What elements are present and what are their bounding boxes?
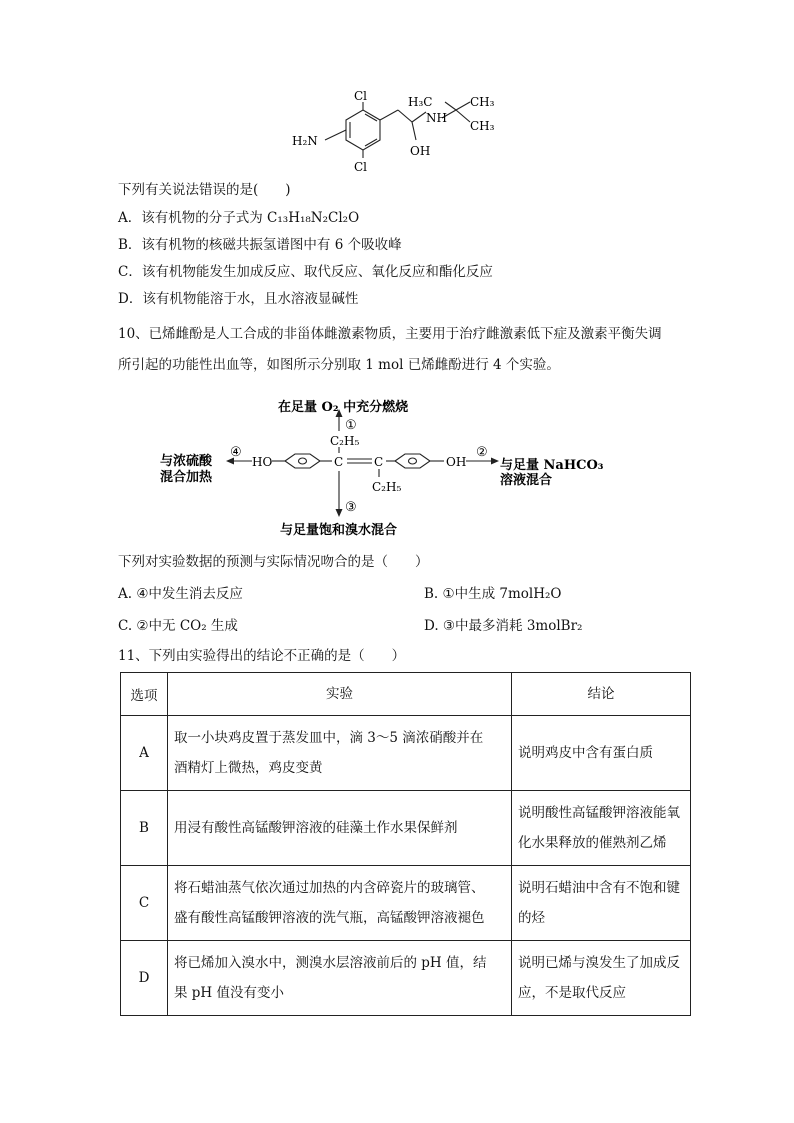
diagram-num-4: ④ — [230, 445, 242, 460]
molecule-structure-1 — [280, 90, 520, 175]
q10-option-b: B. ①中生成 7molH₂O — [424, 586, 562, 602]
diagram-c2h5-bottom: C₂H₅ — [372, 480, 402, 494]
mol1-ch3-top: CH₃ — [470, 95, 495, 109]
diagram-left-label-1: 与浓硫酸 — [160, 454, 213, 469]
diagram-c-right: C — [374, 455, 384, 469]
row-experiment — [168, 866, 512, 941]
conclusion-line: 应，不是取代反应 — [518, 985, 626, 1001]
conclusion-line: 说明石蜡油中含有不饱和键 — [518, 880, 680, 896]
row-option: D — [121, 941, 168, 1016]
q10-option-d: D. ③中最多消耗 3molBr₂ — [424, 618, 583, 634]
table-row — [121, 716, 691, 791]
q10-option-a: A. ④中发生消去反应 — [118, 586, 243, 602]
q10-option-c: C. ②中无 CO₂ 生成 — [118, 618, 238, 634]
row-option: A — [121, 716, 168, 791]
diagram-right-label-2: 溶液混合 — [500, 473, 553, 488]
conclusion-line: 说明酸性高锰酸钾溶液能氧 — [518, 805, 680, 821]
diagram-num-2: ② — [476, 445, 488, 460]
mol1-cl-top: Cl — [354, 90, 368, 103]
diagram-left-label-2: 混合加热 — [160, 470, 213, 485]
experiment-line: 酒精灯上微热，鸡皮变黄 — [174, 760, 323, 776]
mol1-nh: NH — [426, 111, 447, 125]
diagram-ho: HO — [252, 455, 273, 469]
diagram-num-3: ③ — [345, 500, 357, 515]
table-row — [121, 866, 691, 941]
q11-experiment-table — [120, 672, 691, 1016]
row-experiment — [168, 941, 512, 1016]
q11-stem: 11、下列由实验得出的结论不正确的是（ ） — [118, 648, 406, 664]
experiment-line: 将已烯加入溴水中，测溴水层溶液前后的 pH 值，结 — [174, 955, 487, 971]
header-option: 选项 — [121, 673, 168, 716]
mol1-h3c: H₃C — [408, 95, 433, 109]
experiment-line: 盛有酸性高锰酸钾溶液的洗气瓶，高锰酸钾溶液褪色 — [174, 910, 485, 926]
q10-stem-line2: 所引起的功能性出血等，如图所示分别取 1 mol 已烯雌酚进行 4 个实验。 — [118, 357, 560, 373]
row-experiment — [168, 716, 512, 791]
table-header-row — [121, 673, 691, 716]
mol1-ch3-bottom: CH₃ — [470, 119, 495, 133]
row-experiment — [168, 791, 512, 866]
conclusion-line: 化水果释放的催熟剂乙烯 — [518, 835, 667, 851]
diagram-num-1: ① — [345, 418, 357, 433]
q9-option-c: C．该有机物能发生加成反应、取代反应、氧化反应和酯化反应 — [118, 264, 493, 280]
conclusion-line: 的烃 — [518, 910, 545, 926]
q9-stem: 下列有关说法错误的是( ) — [118, 182, 291, 198]
experiment-line: 将石蜡油蒸气依次通过加热的内含碎瓷片的玻璃管、 — [174, 880, 485, 896]
header-conclusion: 结论 — [512, 673, 691, 716]
row-option: B — [121, 791, 168, 866]
q9-option-d: D．该有机物能溶于水，且水溶液显碱性 — [118, 291, 359, 307]
conclusion-line: 说明鸡皮中含有蛋白质 — [518, 745, 653, 761]
q9-option-b: B．该有机物的核磁共振氢谱图中有 6 个吸收峰 — [118, 237, 402, 253]
diagram-bottom-label: 与足量饱和溴水混合 — [280, 523, 398, 538]
mol1-oh: OH — [410, 144, 431, 158]
mol1-h2n: H₂N — [292, 134, 318, 148]
diagram-right-label-1: 与足量 NaHCO₃ — [500, 458, 604, 473]
experiment-line: 取一小块鸡皮置于蒸发皿中，滴 3～5 滴浓硝酸并在 — [174, 730, 484, 746]
experiment-line: 果 pH 值没有变小 — [174, 985, 284, 1001]
q9-option-a: A．该有机物的分子式为 C₁₃H₁₈N₂Cl₂O — [118, 210, 360, 226]
row-conclusion — [512, 866, 691, 941]
experiment-line: 用浸有酸性高锰酸钾溶液的硅藻土作水果保鲜剂 — [174, 820, 458, 836]
diethylstilbestrol-diagram — [150, 395, 630, 540]
mol1-cl-bottom: Cl — [354, 160, 368, 174]
table-row — [121, 791, 691, 866]
diagram-oh: OH — [446, 455, 467, 469]
q10-question: 下列对实验数据的预测与实际情况吻合的是（ ） — [118, 554, 429, 570]
row-conclusion — [512, 791, 691, 866]
row-conclusion — [512, 716, 691, 791]
row-conclusion — [512, 941, 691, 1016]
diagram-top-label: 在足量 O₂ 中充分燃烧 — [278, 400, 409, 415]
q10-stem-line1: 10、已烯雌酚是人工合成的非甾体雌激素物质，主要用于治疗雌激素低下症及激素平衡失调 — [118, 326, 662, 342]
diagram-c-left: C — [334, 455, 344, 469]
table-row — [121, 941, 691, 1016]
header-experiment: 实验 — [168, 673, 512, 716]
conclusion-line: 说明已烯与溴发生了加成反 — [518, 955, 680, 971]
row-option: C — [121, 866, 168, 941]
diagram-c2h5-top: C₂H₅ — [330, 434, 360, 448]
